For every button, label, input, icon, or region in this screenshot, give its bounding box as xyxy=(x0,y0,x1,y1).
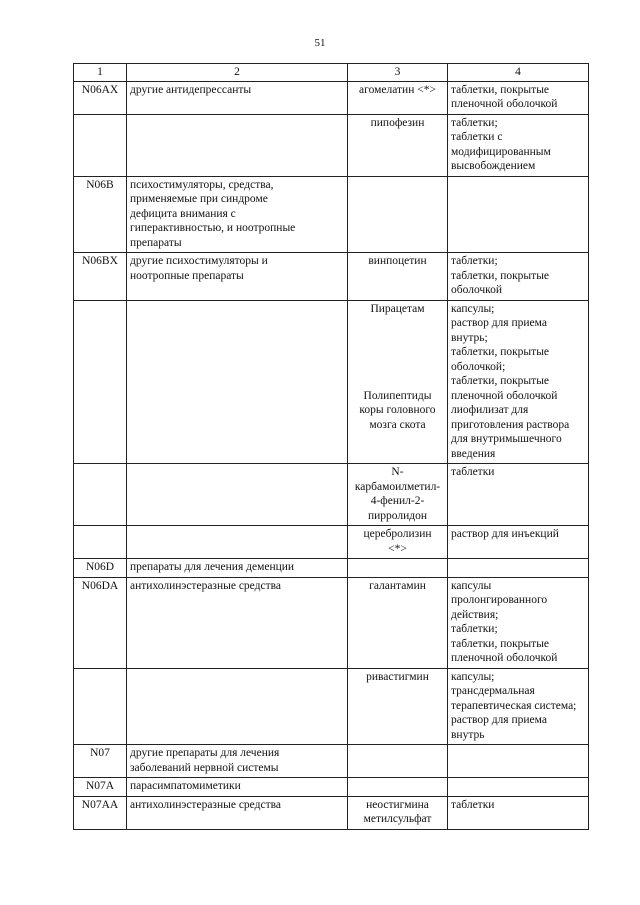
drug-name-cell: Пирацетам Полипептиды коры головного мозга скота xyxy=(348,300,448,464)
drug-name-cell: винпоцетин xyxy=(348,253,448,301)
atc-code-cell: N07AA xyxy=(74,796,127,829)
dosage-form-cell xyxy=(448,745,589,778)
table-row xyxy=(74,464,589,526)
group-name-cell xyxy=(127,668,348,745)
dosage-form-cell: капсулы; трансдермальная терапевтическая система; раствор для приема внутрь xyxy=(448,668,589,745)
table-row xyxy=(74,577,589,668)
table-row xyxy=(74,559,589,578)
drug-name-cell: пипофезин xyxy=(348,114,448,176)
dosage-form-cell: капсулы пролонгированного действия; таблетки; таблетки, покрытые пленочной оболочкой xyxy=(448,577,589,668)
atc-code-cell: N06D xyxy=(74,559,127,578)
dosage-form-cell: таблетки, покрытые пленочной оболочкой xyxy=(448,81,589,114)
group-name-cell xyxy=(127,526,348,559)
group-name-cell: препараты для лечения деменции xyxy=(127,559,348,578)
table-row xyxy=(74,778,589,797)
dosage-form-cell: капсулы; раствор для приема внутрь; таблетки, покрытые оболочкой; таблетки, покрытые пленочной оболочкой лиофилизат для приготовления раствора для внутримышечного введения xyxy=(448,300,589,464)
drug-name-cell: галантамин xyxy=(348,577,448,668)
dosage-form-cell xyxy=(448,176,589,253)
drug-name-cell xyxy=(348,559,448,578)
dosage-form-cell: таблетки xyxy=(448,464,589,526)
atc-code-cell: N07 xyxy=(74,745,127,778)
drug-name-cell: агомелатин <*> xyxy=(348,81,448,114)
atc-code-cell: N06DA xyxy=(74,577,127,668)
drug-name-cell: ривастигмин xyxy=(348,668,448,745)
dosage-form-cell: таблетки xyxy=(448,796,589,829)
table-row xyxy=(74,745,589,778)
drug-name-cell xyxy=(348,745,448,778)
drug-name-cell xyxy=(348,778,448,797)
table-row xyxy=(74,300,589,464)
group-name-cell xyxy=(127,114,348,176)
header-col-3: 3 xyxy=(348,64,448,82)
table-row xyxy=(74,114,589,176)
drug-table xyxy=(73,63,589,830)
table-row xyxy=(74,253,589,301)
dosage-form-cell xyxy=(448,778,589,797)
dosage-form-cell: раствор для инъекций xyxy=(448,526,589,559)
atc-code-cell xyxy=(74,114,127,176)
table-row xyxy=(74,796,589,829)
drug-name-cell: N- карбамоилметил- 4-фенил-2- пирролидон xyxy=(348,464,448,526)
header-col-2: 2 xyxy=(127,64,348,82)
page-number: 51 xyxy=(314,37,326,49)
atc-code-cell: N06AX xyxy=(74,81,127,114)
drug-name-cell: неостигмина метилсульфат xyxy=(348,796,448,829)
dosage-form-cell: таблетки; таблетки, покрытые оболочкой xyxy=(448,253,589,301)
atc-code-cell: N06B xyxy=(74,176,127,253)
header-col-1: 1 xyxy=(74,64,127,82)
group-name-cell: парасимпатомиметики xyxy=(127,778,348,797)
header-col-4: 4 xyxy=(448,64,589,82)
table-row xyxy=(74,176,589,253)
atc-code-cell xyxy=(74,668,127,745)
atc-code-cell: N07A xyxy=(74,778,127,797)
dosage-form-cell: таблетки; таблетки с модифицированным высвобождением xyxy=(448,114,589,176)
drug-name-cell: церебролизин <*> xyxy=(348,526,448,559)
dosage-form-cell xyxy=(448,559,589,578)
group-name-cell: другие психостимуляторы и ноотропные препараты xyxy=(127,253,348,301)
atc-code-cell xyxy=(74,526,127,559)
drug-name-cell xyxy=(348,176,448,253)
table-row xyxy=(74,81,589,114)
group-name-cell xyxy=(127,300,348,464)
table-row xyxy=(74,526,589,559)
group-name-cell: другие препараты для лечения заболеваний нервной системы xyxy=(127,745,348,778)
group-name-cell: антихолинэстеразные средства xyxy=(127,577,348,668)
atc-code-cell xyxy=(74,464,127,526)
group-name-cell: другие антидепрессанты xyxy=(127,81,348,114)
group-name-cell xyxy=(127,464,348,526)
group-name-cell: психостимуляторы, средства, применяемые при синдроме дефицита внимания с гиперактивностью, и ноотропные препараты xyxy=(127,176,348,253)
atc-code-cell xyxy=(74,300,127,464)
table-row xyxy=(74,668,589,745)
table-header-row xyxy=(74,64,589,82)
group-name-cell: антихолинэстеразные средства xyxy=(127,796,348,829)
atc-code-cell: N06BX xyxy=(74,253,127,301)
